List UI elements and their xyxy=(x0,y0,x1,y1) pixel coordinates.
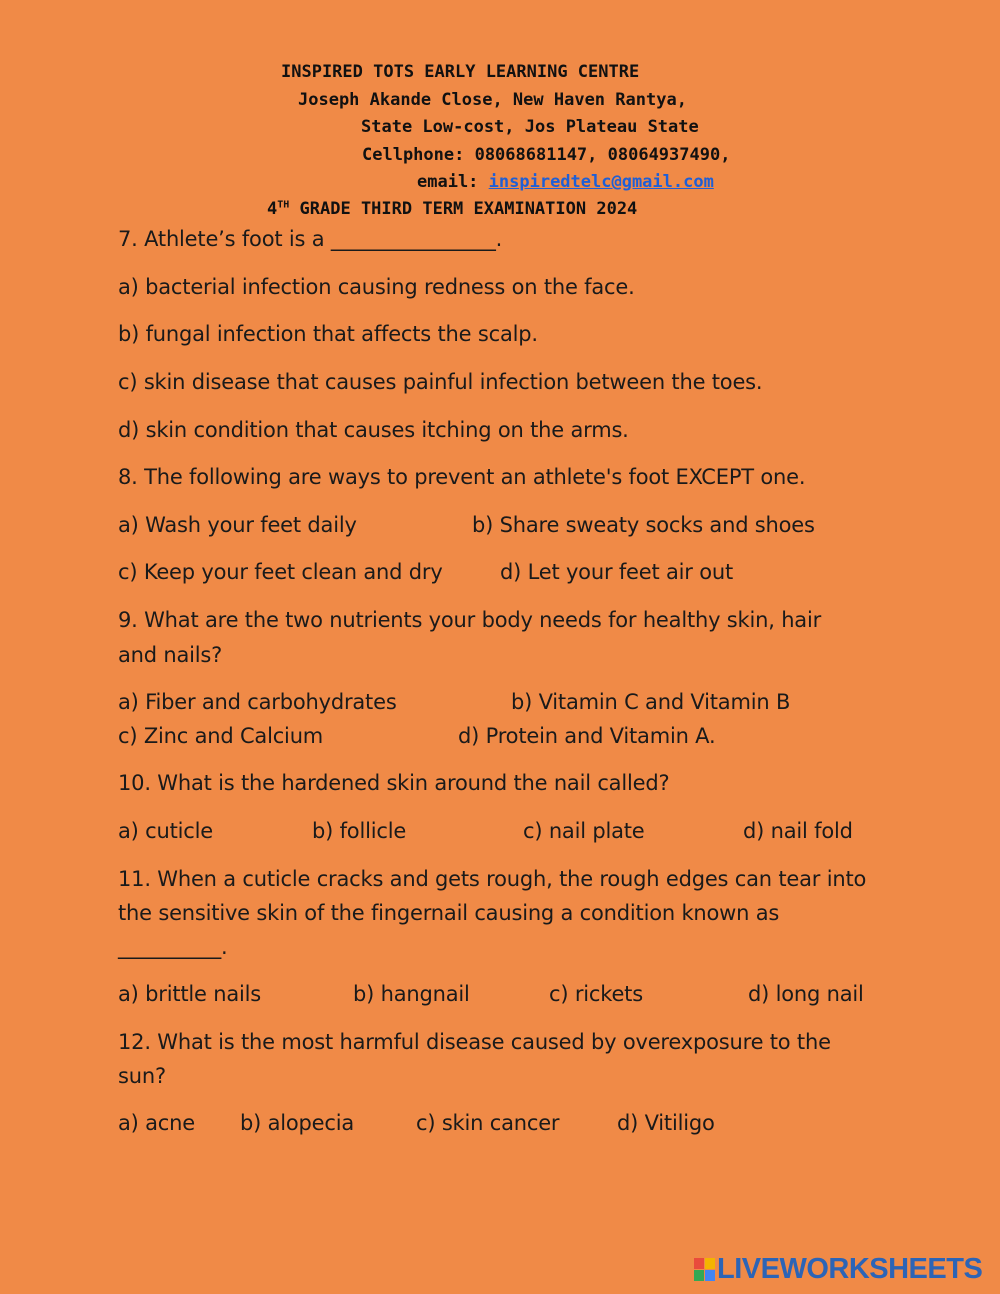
q7-option-b[interactable]: b) fungal infection that affects the scalp. xyxy=(118,322,538,346)
q10-option-d[interactable]: d) nail fold xyxy=(743,819,853,843)
q8-option-a[interactable]: a) Wash your feet daily xyxy=(118,513,357,537)
q7-option-d[interactable]: d) skin condition that causes itching on the arms. xyxy=(118,418,629,442)
email-label: email: xyxy=(417,172,489,192)
q9-text-line-1: 9. What are the two nutrients your body needs for healthy skin, hair xyxy=(118,608,822,632)
q10-text: 10. What is the hardened skin around the nail called? xyxy=(118,771,670,795)
exam-grade-superscript: TH xyxy=(277,199,290,211)
q10-option-c[interactable]: c) nail plate xyxy=(523,819,645,843)
cellphone: Cellphone: 08068681147, 08064937490, xyxy=(362,145,731,165)
q8-option-d[interactable]: d) Let your feet air out xyxy=(500,560,733,584)
q7-text: 7. Athlete’s foot is a ________________. xyxy=(118,227,503,251)
school-name: INSPIRED TOTS EARLY LEARNING CENTRE xyxy=(281,62,640,82)
q11-text-line-2: the sensitive skin of the fingernail causing a condition known as xyxy=(118,901,780,925)
q12-option-d[interactable]: d) Vitiligo xyxy=(617,1111,715,1135)
q11-option-a[interactable]: a) brittle nails xyxy=(118,982,262,1006)
q12-text-line-1: 12. What is the most harmful disease caused by overexposure to the xyxy=(118,1030,831,1054)
q10-option-b[interactable]: b) follicle xyxy=(312,819,407,843)
q10-option-a[interactable]: a) cuticle xyxy=(118,819,213,843)
q7-option-a[interactable]: a) bacterial infection causing redness on the face. xyxy=(118,275,635,299)
q9-option-a[interactable]: a) Fiber and carbohydrates xyxy=(118,690,397,714)
q12-option-b[interactable]: b) alopecia xyxy=(240,1111,355,1135)
email-row xyxy=(417,172,714,192)
q8-option-c[interactable]: c) Keep your feet clean and dry xyxy=(118,560,443,584)
q7-option-c[interactable]: c) skin disease that causes painful infection between the toes. xyxy=(118,370,763,394)
q9-option-b[interactable]: b) Vitamin C and Vitamin B xyxy=(511,690,791,714)
address-line-1: Joseph Akande Close, New Haven Rantya, xyxy=(298,90,687,110)
liveworksheets-logo-text: LIVEWORKSHEETS xyxy=(717,1252,983,1285)
liveworksheets-logo[interactable] xyxy=(694,1254,982,1284)
q8-option-b[interactable]: b) Share sweaty socks and shoes xyxy=(472,513,815,537)
q9-text-line-2: and nails? xyxy=(118,643,223,667)
liveworksheets-logo-icon xyxy=(694,1258,714,1280)
exam-title-text: GRADE THIRD TERM EXAMINATION 2024 xyxy=(289,199,638,219)
exam-grade-number: 4 xyxy=(267,199,278,219)
q11-option-d[interactable]: d) long nail xyxy=(748,982,864,1006)
q9-option-d[interactable]: d) Protein and Vitamin A. xyxy=(458,724,716,748)
exam-title xyxy=(267,199,637,219)
q9-option-c[interactable]: c) Zinc and Calcium xyxy=(118,724,324,748)
q12-option-c[interactable]: c) skin cancer xyxy=(416,1111,560,1135)
q11-text-line-1: 11. When a cuticle cracks and gets rough, the rough edges can tear into xyxy=(118,867,867,891)
q11-option-c[interactable]: c) rickets xyxy=(549,982,643,1006)
address-line-2: State Low-cost, Jos Plateau State xyxy=(361,117,699,137)
q11-option-b[interactable]: b) hangnail xyxy=(353,982,470,1006)
q12-text-line-2: sun? xyxy=(118,1064,166,1088)
q12-option-a[interactable]: a) acne xyxy=(118,1111,195,1135)
email-link[interactable]: inspiredtelc@gmail.com xyxy=(488,172,714,192)
q8-text: 8. The following are ways to prevent an athlete's foot EXCEPT one. xyxy=(118,465,806,489)
q11-text-line-3: __________. xyxy=(118,935,228,959)
